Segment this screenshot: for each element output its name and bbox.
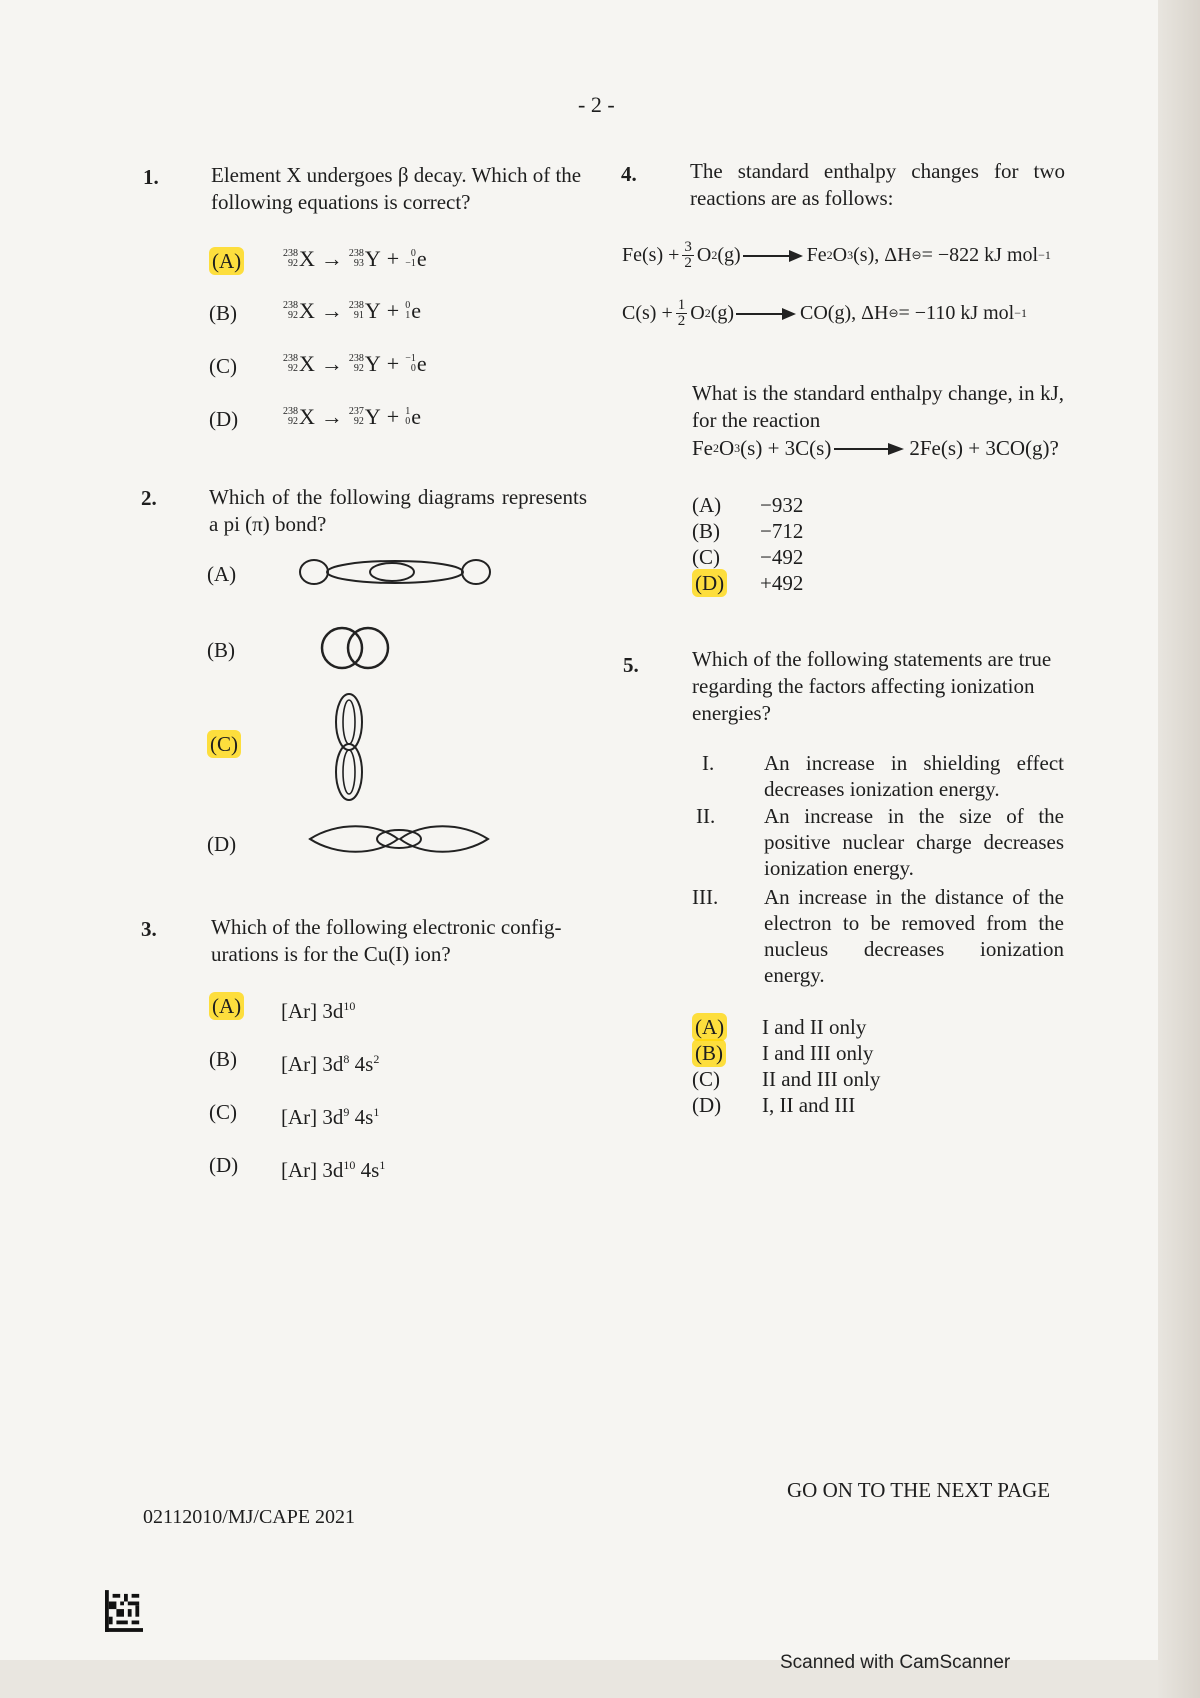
reaction-arrow-icon	[736, 307, 798, 321]
reaction-arrow-icon	[743, 249, 805, 263]
q2-option-a[interactable]: (A)	[207, 562, 237, 586]
q5-statement-3: III. An increase in the distance of the electron to be removed from the nucleus decreases ionization energy.	[692, 885, 1064, 987]
q2-number: 2.	[141, 486, 157, 510]
nuclear-equation: 238 92 X → 238 93 Y + 0 −1 e	[283, 246, 427, 271]
paper-code: 02112010/MJ/CAPE 2021	[143, 1506, 356, 1528]
q4-option-a[interactable]: (A) −932	[692, 493, 804, 517]
q4-number: 4.	[621, 162, 637, 186]
q5-statement-1: I. An increase in shielding effect decreases ionization energy.	[702, 751, 1064, 801]
option-label: (C)	[209, 354, 237, 378]
q1-option-b[interactable]	[209, 298, 421, 326]
q5-statement-2: II. An increase in the size of the positive nuclear charge decreases ionization energy.	[696, 804, 1064, 880]
electron-configuration: [Ar] $3d^8$ $4s^2$	[281, 1052, 380, 1076]
q2-option-d[interactable]: (D)	[207, 832, 237, 856]
page-number: - 2 -	[578, 92, 615, 117]
q2-option-b[interactable]: (B)	[207, 638, 235, 662]
option-label: (B)	[209, 301, 237, 325]
q3-text: Which of the following electronic config-urations is for the Cu(I) ion?	[211, 915, 562, 966]
q5-number: 5.	[623, 653, 639, 677]
page-shadow-edge	[1158, 0, 1200, 1698]
overlapping-circles-diagram	[316, 624, 396, 672]
q5-text: Which of the following statements are true regarding the factors affecting ionization energies?	[692, 647, 1052, 725]
q4-option-d[interactable]: (D) +492	[692, 570, 727, 596]
electron-configuration: [Ar] $3d^{10}$	[281, 999, 356, 1023]
q4-question: What is the standard enthalpy change, in kJ, for the reaction	[692, 381, 1064, 432]
q1-option-a[interactable]	[209, 246, 427, 274]
next-page-notice: GO ON TO THE NEXT PAGE	[787, 1478, 1051, 1502]
nuclear-equation: 238 92 X → 238 91 Y + 0 1 e	[283, 298, 421, 323]
nuclear-equation: 238 92 X → 237 92 Y + 1 0 e	[283, 404, 421, 429]
q2-text: Which of the following diagrams represents a pi (π) bond?	[209, 485, 587, 536]
q1-text: Element X undergoes β decay. Which of the following equations is correct?	[211, 163, 582, 214]
q3-option-c[interactable]: (C) [Ar] $3d^9$ $4s^1$	[209, 1100, 380, 1129]
q5-option-d[interactable]: (D) I, II and III	[692, 1093, 856, 1117]
q4-target-reaction: Fe 2 O 3 (s) + 3C(s) 2Fe(s) + 3CO(g)?	[692, 436, 1059, 460]
barcode-icon	[105, 1590, 143, 1632]
q1-option-d[interactable]	[209, 404, 421, 432]
end-on-overlap-diagram	[306, 824, 492, 854]
q4-option-b[interactable]: (B) −712	[692, 519, 804, 543]
q3-option-d[interactable]: (D) [Ar] $3d^{10}$ $4s^1$	[209, 1153, 386, 1182]
q5-option-b[interactable]: (B) I and III only	[692, 1040, 726, 1066]
q3-number: 3.	[141, 917, 157, 941]
electron-configuration: [Ar] $3d^9$ $4s^1$	[281, 1105, 380, 1129]
q1-number: 1.	[143, 165, 159, 189]
q5-option-a[interactable]: (A) I and II only	[692, 1014, 727, 1040]
electron-configuration: [Ar] $3d^{10}$ $4s^1$	[281, 1158, 386, 1182]
q4-equation-2: C(s) + $\frac{1}{2}$ O 2 (g) CO(g), ΔH ⊖ = −110 kJ mol −1	[622, 297, 1027, 329]
scanner-watermark: Scanned with CamScanner	[780, 1652, 1011, 1673]
q2-option-c[interactable]: (C)	[207, 732, 241, 757]
reaction-arrow-icon	[834, 442, 906, 456]
q5-option-c[interactable]: (C) II and III only	[692, 1067, 881, 1091]
q3-option-b[interactable]: (B) [Ar] $3d^8$ $4s^2$	[209, 1047, 380, 1076]
nuclear-equation: 238 92 X → 238 92 Y + −1 0 e	[283, 351, 427, 376]
option-label: (D)	[209, 407, 239, 431]
option-label: (A)	[209, 247, 244, 275]
q1-option-c[interactable]	[209, 351, 427, 379]
sigma-bond-diagram	[290, 554, 500, 590]
q4-equation-1: Fe(s) + $\frac{3}{2}$ O 2 (g) Fe 2 O 3 (s), ΔH ⊖ = −822 kJ mol −1	[622, 239, 1051, 271]
q4-text: The standard enthalpy changes for two reactions are as follows:	[690, 159, 1065, 210]
pi-bond-diagram	[326, 692, 372, 802]
q4-option-c[interactable]: (C) −492	[692, 545, 804, 569]
q3-option-a[interactable]: (A) [Ar] $3d^{10}$	[209, 993, 244, 1019]
